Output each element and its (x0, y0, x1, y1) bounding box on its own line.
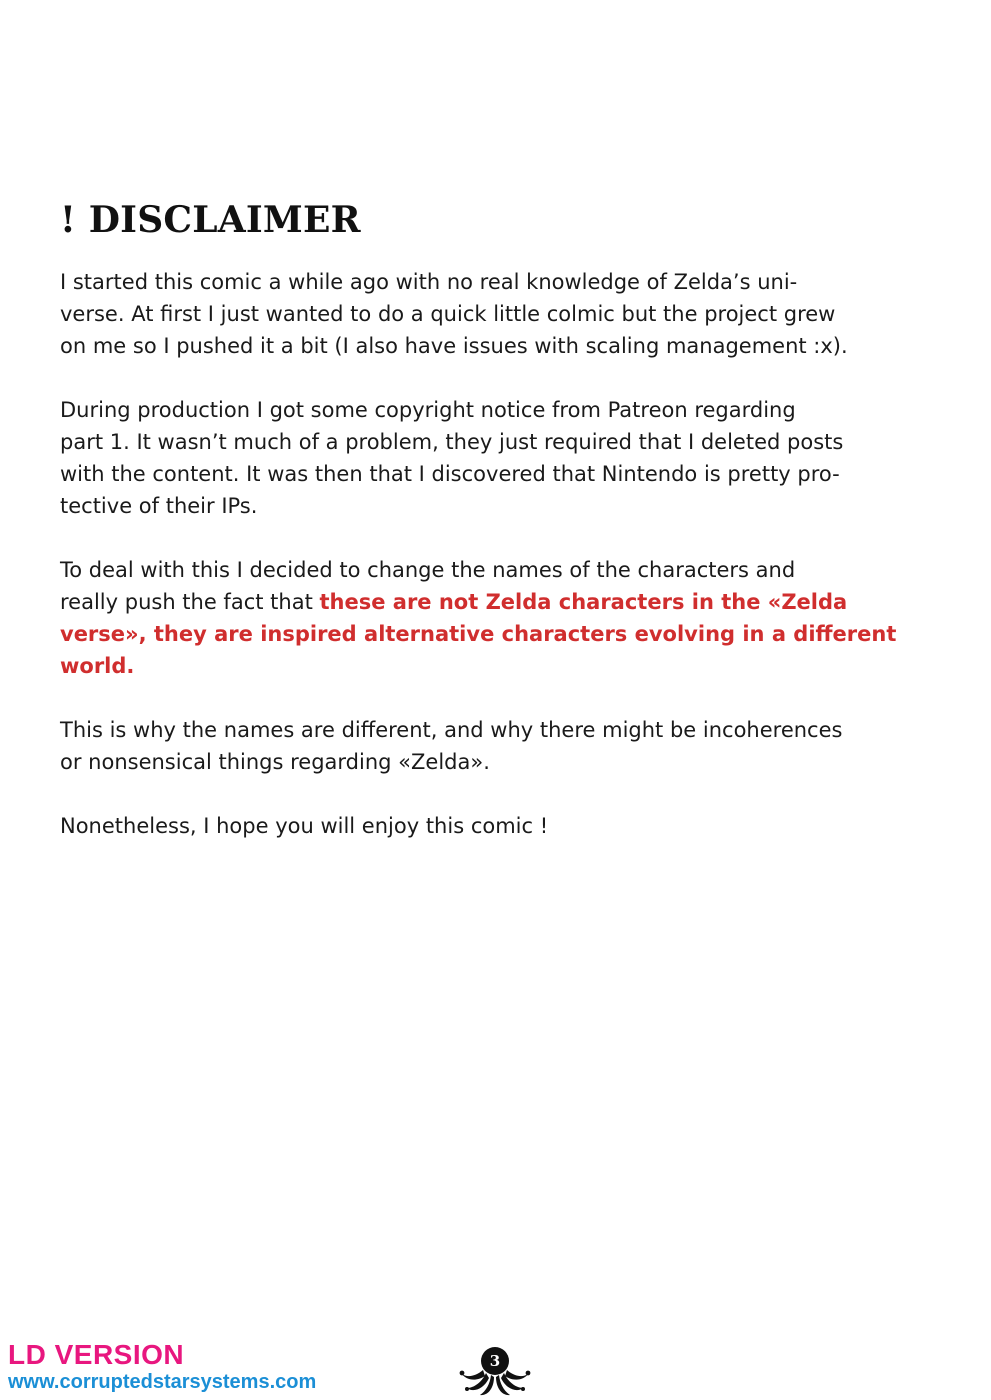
text-line-mixed (60, 586, 875, 618)
page-title: ! DISCLAIMER (60, 199, 361, 241)
text-line: with the content. It was then that I discovered that Nintendo is pretty pro- (60, 462, 840, 486)
disclaimer-body (60, 266, 897, 874)
text-line: or nonsensical things regarding «Zelda». (60, 750, 490, 774)
emphasized-text: world. (60, 654, 135, 678)
paragraph-1 (60, 266, 875, 362)
emphasized-text: verse», they are inspired alternative characters evolving in a different (60, 622, 897, 646)
paragraph-5 (60, 810, 875, 842)
text-line: verse. At first I just wanted to do a quick little colmic but the project grew (60, 302, 836, 326)
text-line: on me so I pushed it a bit (I also have issues with scaling management :x). (60, 334, 848, 358)
footer-branding (8, 1340, 368, 1396)
paragraph-2 (60, 394, 875, 522)
paragraph-3 (60, 554, 897, 682)
website-link[interactable]: www.corruptedstarsystems.com (8, 1371, 317, 1393)
page-number-badge (458, 1344, 532, 1396)
text-line: part 1. It wasn’t much of a problem, they just required that I deleted posts (60, 430, 844, 454)
text-line: This is why the names are different, and why there might be incoherences (60, 718, 843, 742)
emphasized-text: these are not Zelda characters in the «Zelda (319, 590, 848, 614)
version-label: LD VERSION (8, 1339, 185, 1370)
page-number: 3 (489, 1352, 501, 1370)
text-line: During production I got some copyright notice from Patreon regarding (60, 398, 796, 422)
text-segment: really push the fact that (60, 590, 320, 614)
text-line: Nonetheless, I hope you will enjoy this comic ! (60, 814, 549, 838)
text-line: I started this comic a while ago with no real knowledge of Zelda’s uni- (60, 270, 798, 294)
text-line: tective of their IPs. (60, 494, 258, 518)
text-line: To deal with this I decided to change the names of the characters and (60, 558, 796, 582)
paragraph-4 (60, 714, 875, 778)
